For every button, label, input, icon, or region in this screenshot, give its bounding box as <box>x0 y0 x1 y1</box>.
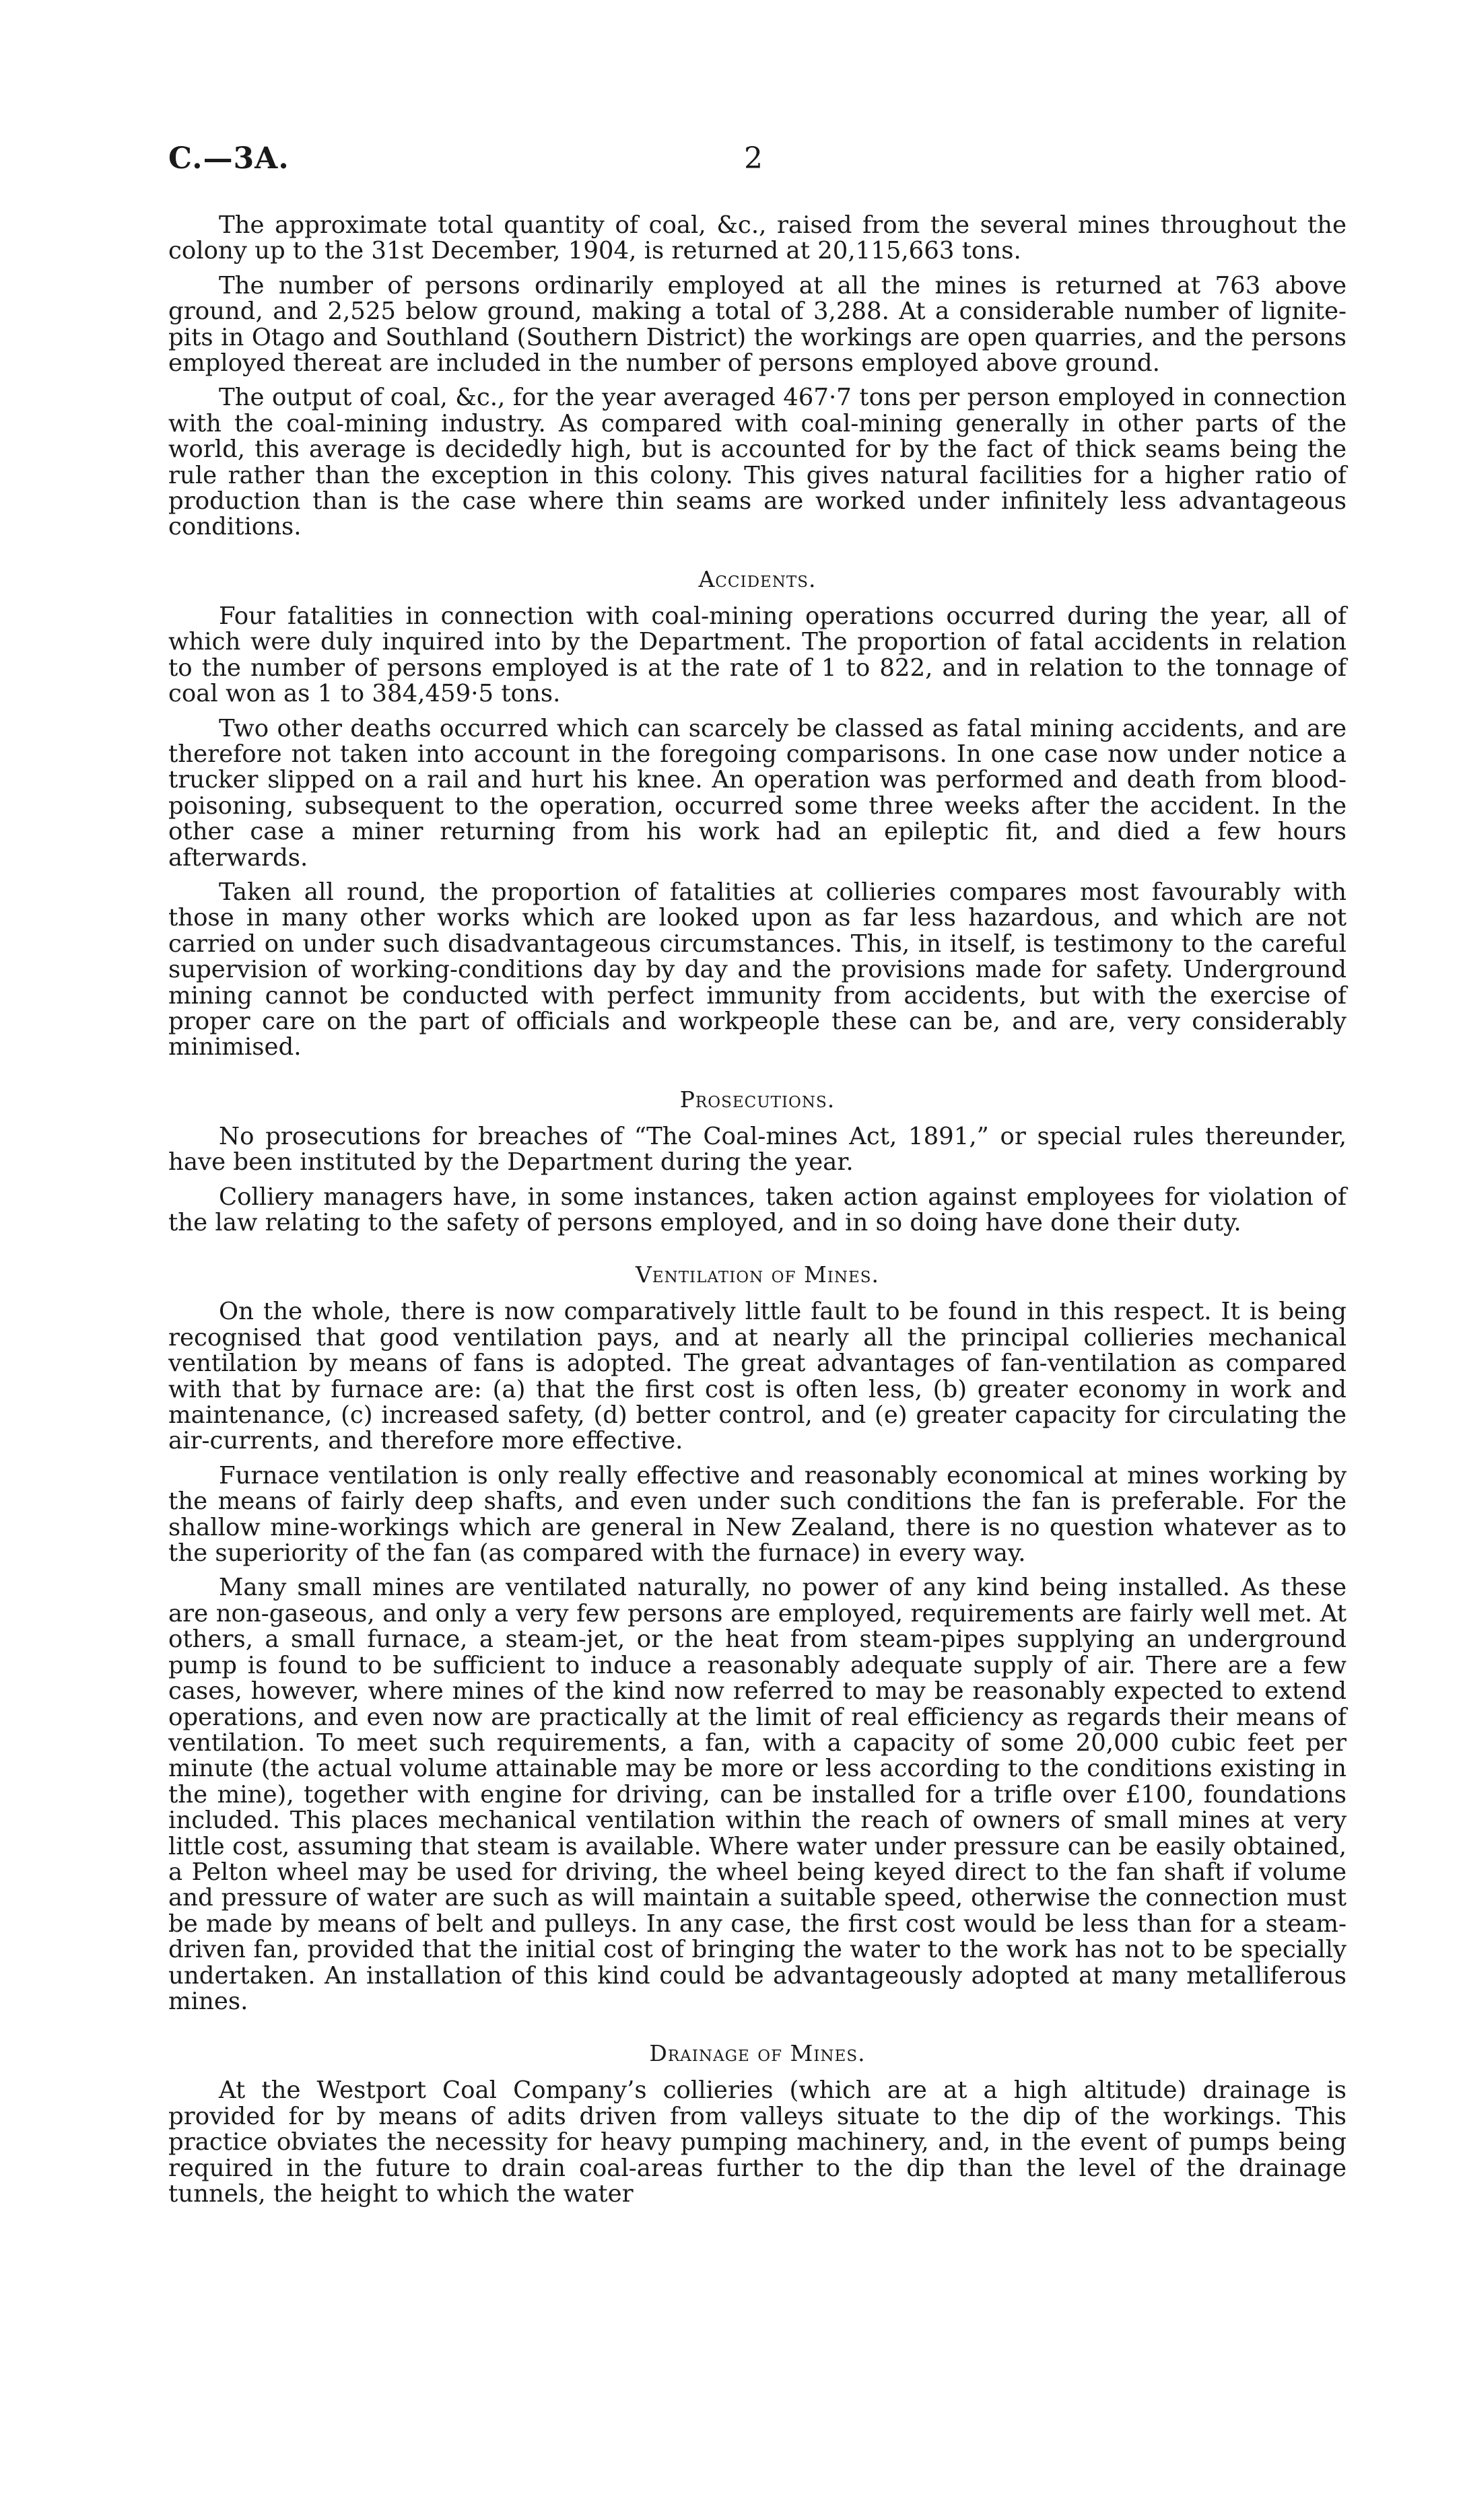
report-body <box>168 213 1347 2216</box>
page-header <box>168 141 1347 195</box>
paragraph-total-coal: The approximate total quantity of coal, &c., raised from the several mines throughout the colony up to the 31st December, 1904, is returned at 20,115,663 tons. <box>168 211 1347 265</box>
document-reference: C.—3A. <box>168 141 290 176</box>
section-heading-ventilation: Ventilation of Mines. <box>635 1261 880 1288</box>
section-heading-prosecutions: Prosecutions. <box>679 1086 836 1113</box>
paragraph-ventilation-furnace: Furnace ventilation is only really effective and reasonably economical at mines working by the means of fairly deep shafts, and even under such conditions the fan is preferable. For the shallow mine-workings which are general in New Zealand, there is no question whatever as to the superiority of the fan (as compared with the furnace) in every way. <box>168 1461 1347 1568</box>
section-heading-drainage: Drainage of Mines. <box>649 2040 866 2067</box>
paragraph-ventilation-small-mines: Many small mines are ventilated naturally, no power of any kind being installed. As these are non-gaseous, and only a very few persons are employed, requirements are fairly well met. At others, a small furnace, a steam-jet, or the heat from steam-pipes supplying an underground pump is found to be sufficient to induce a reasonably adequate supply of air. There are a few cases, however, where mines of the kind now referred to may be reasonably expected to extend operations, and even now are practically at the limit of real efficiency as regards their means of ventilation. To meet such requirements, a fan, with a capacity of some 20,000 cubic feet per minute (the actual volume attainable may be more or less according to the conditions existing in the mine), together with engine for driving, can be installed for a trifle over £100, foundations included. This places mechanical ventilation within the reach of owners of small mines at very little cost, assuming that steam is available. Where water under pressure can be easily obtained, a Pelton wheel may be used for driving, the wheel being keyed direct to the fan shaft if volume and pressure of water are such as will maintain a suitable speed, otherwise the connection must be made by means of belt and pulleys. In any case, the first cost would be less than for a steam-driven fan, provided that the initial cost of bringing the water to the work has not to be specially undertaken. An installation of this kind could be advantageously adopted at many metalliferous mines. <box>168 1574 1347 2015</box>
paragraph-persons-employed: The number of persons ordinarily employed at all the mines is returned at 763 above ground, and 2,525 below ground, making a total of 3,288. At a considerable number of lignite-pits in Otago and Southland (Southern District) the workings are open quarries, and the persons employed thereat are included in the number of persons employed above ground. <box>168 271 1347 378</box>
paragraph-prosecutions-none: No prosecutions for breaches of “The Coal-mines Act, 1891,” or special rules thereunder, have been instituted by the Department during the year. <box>168 1122 1347 1177</box>
paragraph-accidents-comparison: Taken all round, the proportion of fatalities at collieries compares most favourably with those in many other works which are looked upon as far less hazardous, and which are not carried on under such disadvantageous circumstances. This, in itself, is testimony to the careful supervision of working-conditions day by day and the provisions made for safety. Underground mining cannot be conducted with perfect immunity from accidents, but with the exercise of proper care on the part of officials and workpeople these can be, and are, very considerably minimised. <box>168 878 1347 1061</box>
section-heading-accidents: Accidents. <box>698 565 817 592</box>
paragraph-output-per-person: The output of coal, &c., for the year averaged 467·7 tons per person employed in connection with the coal-mining industry. As compared with coal-mining generally in other parts of the world, this average is decidedly high, but is accounted for by the fact of thick seams being the rule rather than the exception in this colony. This gives natural facilities for a higher ratio of production than is the case where thin seams are worked under infinitely less advantageous conditions. <box>168 384 1347 541</box>
page-number: 2 <box>744 141 763 176</box>
paragraph-accidents-fatalities: Four fatalities in connection with coal-mining operations occurred during the year, all of which were duly inquired into by the Department. The proportion of fatal accidents in relation to the number of persons employed is at the rate of 1 to 822, and in relation to the tonnage of coal won as 1 to 384,459·5 tons. <box>168 602 1347 708</box>
paragraph-drainage-adits: At the Westport Coal Company’s collieries (which are at a high altitude) drainage is provided for by means of adits driven from valleys situate to the dip of the workings. This practice obviates the necessity for heavy pumping machinery, and, in the event of pumps being required in the future to drain coal-areas further to the dip than the level of the drainage tunnels, the height to which the water <box>168 2076 1347 2208</box>
paragraph-prosecutions-managers: Colliery managers have, in some instances, taken action against employees for violation of the law relating to the safety of persons employed, and in so doing have done their duty. <box>168 1183 1347 1236</box>
paragraph-ventilation-fans: On the whole, there is now comparatively little fault to be found in this respect. It is being recognised that good ventilation pays, and at nearly all the principal collieries mechanical ventilation by means of fans is adopted. The great advantages of fan-ventilation as compared with that by furnace are: (a) that the first cost is often less, (b) greater economy in work and maintenance, (c) increased safety, (d) better control, and (e) greater capacity for circulating the air-currents, and therefore more effective. <box>168 1298 1347 1455</box>
paragraph-accidents-other-deaths: Two other deaths occurred which can scarcely be classed as fatal mining accidents, and are therefore not taken into account in the foregoing comparisons. In one case now under notice a trucker slipped on a rail and hurt his knee. An operation was performed and death from blood-poisoning, subsequent to the operation, occurred some three weeks after the accident. In the other case a miner returning from his work had an epileptic fit, and died a few hours afterwards. <box>168 714 1347 872</box>
